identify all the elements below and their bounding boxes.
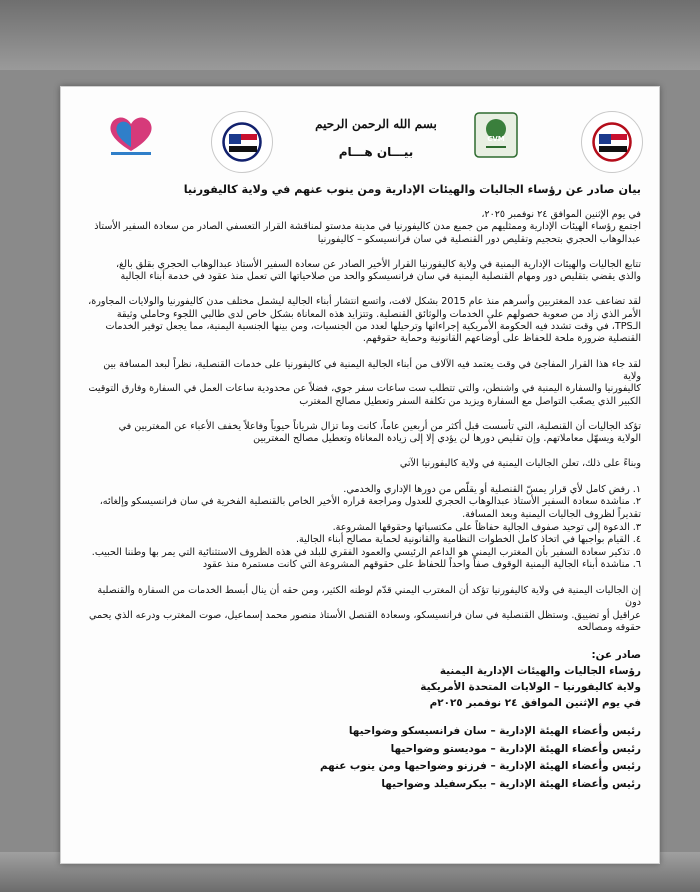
paragraph-closing (83, 585, 641, 634)
list-item: تقديراً لظروف الجاليات اليمنية وبعد المسافة. (462, 508, 641, 520)
committee-line: رئيس وأعضاء الهيئة الإدارية – موديستو وضواحيها (390, 742, 641, 755)
list-item: ٦. مناشدة أبناء الجالية اليمنية الوقوف صفاً واحداً للحفاظ على حقوقهم المشروعة التي كانت مستمرة منذ عقود (202, 559, 641, 571)
bismillah-heading: بسم الله الرحمن الرحيم (315, 117, 437, 131)
committee-line: رئيس وأعضاء الهيئة الإدارية – فرزنو وضواحيها ومن ينوب عنهم (319, 760, 641, 773)
paragraph-line: الولاية ويسهّل معاملاتهم. وإن تقليص دورها لن يؤدي إلا إلى زيادة المعاناة وتعطيل مصالح المغتربين (253, 433, 641, 445)
issuer-line: صادر عن: (591, 649, 641, 662)
demands-intro (83, 458, 641, 470)
paragraph-line: في يوم الإثنين الموافق ٢٤ نوفمبر ٢٠٢٥، (481, 209, 641, 220)
paragraph-line: لقد تضاعف عدد المغتربين وأسرهم منذ عام 2015 بشكل لافت، واتسع انتشار أبناء الجالية ليشمل مختلف مدن كاليفورنيا والولايات المجاورة، (88, 296, 641, 308)
committee-line: رئيس وأعضاء الهيئة الإدارية – بيكرسفيلد وضواحيها (381, 777, 641, 790)
cvm-logo-text: CVM (487, 135, 505, 143)
paragraph-line: الكبير الذي يصعّب التواصل مع السفارة ويزيد من تكلفة السفر وتعطيل مصالح المغترب (299, 395, 641, 407)
issuer-block (83, 647, 641, 711)
list-item: ١. رفض كامل لأي قرار يمسّ القنصلية أو يقلّص من دورها الإداري والخدمي. (343, 483, 641, 495)
paragraph-line: إن الجاليات اليمنية في ولاية كاليفورنيا تؤكد أن المغترب اليمني قدّم لوطنه الكثير، ومن حقه أن ينال أبسط الخدمات من السفارة والقنصلية دون (97, 584, 641, 609)
community-heart-logo (101, 109, 161, 159)
document-sheet (60, 86, 660, 864)
paragraph-line: عبدالوهاب الحجري بتحجيم وتقليص دور القنصلية في سان فرانسيسكو – كاليفورنيا (317, 233, 641, 245)
paragraph-line: عراقيل أو تضييق. وستظل القنصلية في سان فرانسيسكو، وسعادة القنصل الأستاذ منصور محمد إسماعيل، صوت المغترب ودرعه الذي يحمي (89, 609, 641, 621)
issuer-line: رؤساء الجاليات والهيئات الإدارية اليمنية (439, 665, 641, 678)
paragraph-line: تؤكد الجاليات أن القنصلية، التي تأسست قبل أكثر من أربعين عاماً، كانت وما تزال شرياناً حيوياً وفاعلاً يخفف الأعباء عن المغتربين في (118, 420, 641, 432)
yemen-us-flag-emblem-left (211, 111, 273, 173)
list-item: ٢. مناشدة سعادة السفير الأستاذ عبدالوهاب الحجري للعدول ومراجعة قراره الأخير الخاص بالقنصلية الفخرية في سان فرانسيسكو وإلغائه، (99, 496, 641, 508)
cvm-logo (473, 111, 519, 159)
paragraph-line: كاليفورنيا والسفارة اليمنية في واشنطن، والتي تتطلب ست ساعات سفر جوي، فضلاً عن محدودية ساعات العمل في السفارة وفارق التوقيت (88, 383, 641, 395)
photo-background-top (0, 0, 700, 70)
committee-line: رئيس وأعضاء الهيئة الإدارية – سان فرانسيسكو وضواحيها (348, 725, 641, 738)
statement-body (83, 209, 641, 793)
paragraph-line: وبناءً على ذلك، تعلن الجاليات اليمنية في ولاية كاليفورنيا الآتي (399, 458, 641, 470)
committees-signatures (83, 723, 641, 793)
issuer-line: في يوم الإثنين الموافق ٢٤ نوفمبر ٢٠٢٥م (429, 697, 641, 710)
paragraph-concern (83, 259, 641, 284)
list-item: ٥. تذكير سعادة السفير بأن المغترب اليمني هو الداعم الرئيسي والعمود الفقري للبلد في هذه الظروف الاستثنائية التي يمر بها وطننا الحبيب. (91, 546, 641, 558)
paragraph-line: لقد جاء هذا القرار المفاجئ في وقت يعتمد فيه الآلاف من أبناء الجالية اليمنية في كاليفورنيا على خدمات القنصلية، نظراً لبعد المسافة بين ولاية (103, 358, 641, 382)
statement-title: بيان صادر عن رؤساء الجاليات والهيئات الإدارية ومن ينوب عنهم في ولاية كاليفورنيا (183, 183, 641, 196)
statement-label: بيـــان هـــام (338, 145, 414, 159)
paragraph-line: القنصلية ضرورة ملحة للحفاظ على أوضاعهم القانونية وحماية حقوقهم. (362, 333, 641, 345)
paragraph-meeting (83, 209, 641, 246)
paragraph-line: الأمر الذي زاد من صعوبة حصولهم على الخدمات والوثائق القنصلية. وتتزايد هذه المعاناة بشكل خاص لدى طالبي اللجوء وحاملي وثيقة (116, 308, 641, 320)
letterhead (61, 87, 661, 195)
issuer-line: ولاية كاليفورنيا – الولايات المتحدة الأمريكية (420, 681, 641, 694)
paragraph-consulate-history (83, 421, 641, 446)
paragraph-line: والذي يقضي بتقليص دور ومهام القنصلية اليمنية في سان فرانسيسكو والحد من صلاحياتها التي تعمل منذ عقود في خدمة أبناء الجالية (120, 271, 641, 283)
paragraph-line: الـTPS، في وقت تشدد فيه الحكومة الأمريكية إجراءاتها وترحيلها لعدد من الجنسيات، ومن بينها الجنسية اليمنية، مما يجعل توفير الخدمات (105, 321, 641, 333)
yemen-us-flag-emblem-right (581, 111, 643, 173)
paragraph-line: حقوقه ومصالحه (577, 621, 641, 633)
paragraph-distance (83, 359, 641, 408)
list-item: ٣. الدعوة إلى توحيد صفوف الجالية حفاظاً على مكتسباتها وحقوقها المشروعة. (332, 521, 641, 533)
paragraph-line: اجتمع رؤساء الهيئات الإدارية وممثليهم من جميع مدن كاليفورنيا في مدينة مدستو لمناقشة القرار التعسفي الصادر من سعادة السفير الأستاذ (94, 221, 641, 233)
list-item: ٤. القيام بواجبها في اتخاذ كامل الخطوات النظامية والقانونية لحماية مصالح أبناء الجالية. (295, 534, 641, 546)
demands-list (83, 484, 641, 572)
paragraph-line: تتابع الجاليات والهيئات الإدارية اليمنية في ولاية كاليفورنيا القرار الأخير الصادر عن سعادة السفير الأستاذ عبدالوهاب الحجري بقلق بالغ، (115, 258, 641, 270)
paragraph-growth (83, 296, 641, 345)
